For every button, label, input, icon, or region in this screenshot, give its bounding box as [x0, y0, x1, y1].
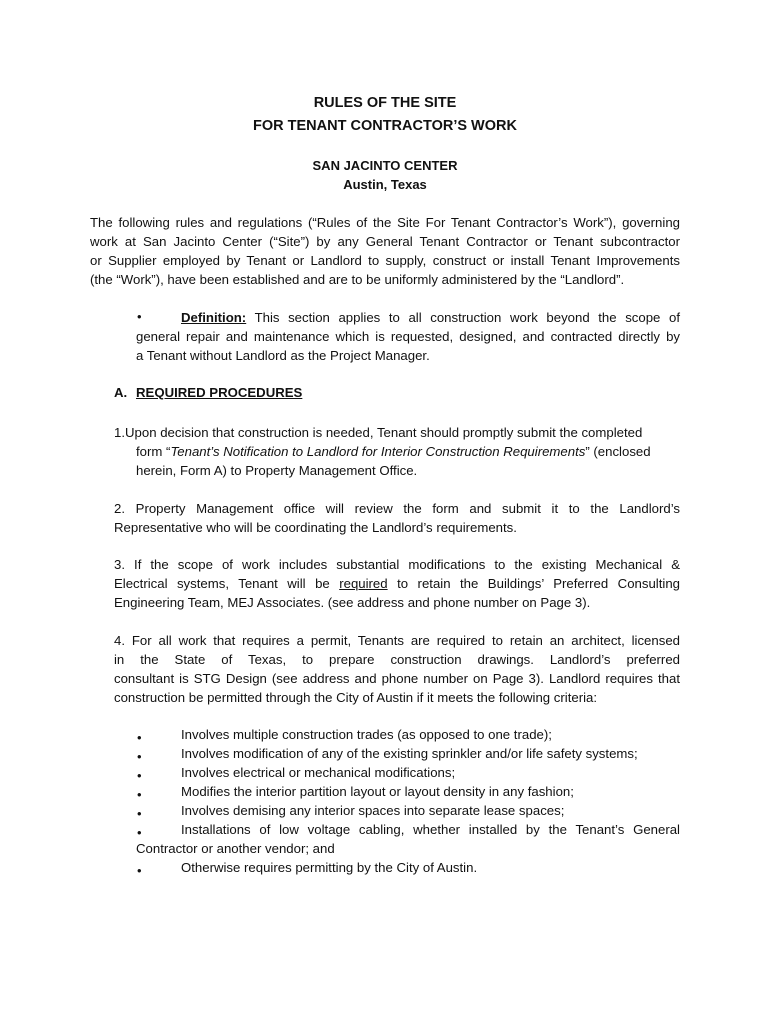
item-1-text: form “ [136, 444, 171, 459]
criteria-item: Installations of low voltage cabling, whether installed by the Tenant’s General [181, 822, 680, 837]
definition-bullet: • [137, 309, 142, 324]
item-2-line: 2. Property Management office will review the form and submit it to the Landlord’s [114, 501, 680, 516]
criteria-bullet: • [137, 768, 142, 783]
item-1-text: ” (enclosed [585, 444, 651, 459]
criteria-item: Involves demising any interior spaces into separate lease spaces; [181, 803, 565, 818]
criteria-bullet: • [137, 825, 142, 840]
item-3-text: Electrical systems, Tenant will be [114, 576, 340, 591]
item-3-line: Engineering Team, MEJ Associates. (see address and phone number on Page 3). [114, 595, 591, 610]
definition-line-1-text: This section applies to all construction work beyond the scope of [246, 310, 680, 325]
criteria-item: Involves modification of any of the existing sprinkler and/or life safety systems; [181, 746, 638, 761]
criteria-item: Involves multiple construction trades (as opposed to one trade); [181, 727, 552, 742]
criteria-bullet: • [137, 806, 142, 821]
definition-line-3: a Tenant without Landlord as the Project Manager. [136, 348, 430, 363]
item-3-text: to retain the Buildings’ Preferred Consulting [387, 576, 680, 591]
item-1-line: herein, Form A) to Property Management Office. [136, 463, 418, 478]
title-line-2: FOR TENANT CONTRACTOR’S WORK [253, 118, 517, 134]
intro-line: work at San Jacinto Center (“Site”) by any General Tenant Contractor or Tenant subcontractor [90, 234, 680, 249]
criteria-item: Otherwise requires permitting by the City of Austin. [181, 860, 478, 875]
criteria-continuation: Contractor or another vendor; and [136, 841, 335, 856]
item-1-line [114, 442, 680, 461]
definition-line-2: general repair and maintenance which is requested, designed, and contracted directly by [136, 329, 680, 344]
item-2-line: Representative who will be coordinating the Landlord’s requirements. [114, 520, 517, 535]
item-4-line: in the State of Texas, to prepare construction drawings. Landlord’s preferred [114, 652, 680, 667]
intro-paragraph [90, 213, 680, 289]
criteria-item: Involves electrical or mechanical modifications; [181, 765, 456, 780]
section-a-prefix: A. [114, 385, 128, 400]
criteria-item: Modifies the interior partition layout or layout density in any fashion; [181, 784, 574, 799]
form-a-title: Tenant’s Notification to Landlord for Interior Construction Requirements [170, 444, 586, 459]
section-a-heading: REQUIRED PROCEDURES [136, 385, 303, 400]
item-1 [114, 423, 680, 480]
center-name: SAN JACINTO CENTER [312, 158, 458, 173]
intro-line: The following rules and regulations (“Rules of the Site For Tenant Contractor’s Work”), governing [90, 215, 680, 230]
required-emphasis: required [339, 576, 388, 591]
item-3-line [114, 574, 680, 593]
item-2 [114, 499, 680, 537]
item-1-line: 1.Upon decision that construction is needed, Tenant should promptly submit the completed [114, 425, 643, 440]
item-4-line: construction be permitted through the City of Austin if it meets the following criteria: [114, 690, 598, 705]
criteria-bullet: • [137, 787, 142, 802]
item-4 [114, 631, 680, 707]
location: Austin, Texas [343, 177, 427, 192]
criteria-bullet: • [137, 863, 142, 878]
intro-line: or Supplier employed by Tenant or Landlord to supply, construct or install Tenant Improvements [90, 253, 680, 268]
definition-label: Definition: [181, 310, 247, 325]
item-4-line: consultant is STG Design (see address and phone number on Page 3). Landlord requires that [114, 671, 680, 686]
item-4-line: 4. For all work that requires a permit, Tenants are required to retain an architect, licensed [114, 633, 680, 648]
criteria-bullet: • [137, 749, 142, 764]
definition-paragraph [136, 308, 680, 365]
criteria-bullet: • [137, 730, 142, 745]
intro-line: (the “Work”), have been established and are to be uniformly administered by the “Landlord”. [90, 272, 625, 287]
definition-line-1 [136, 308, 680, 327]
item-3 [114, 555, 680, 612]
item-3-line: 3. If the scope of work includes substantial modifications to the existing Mechanical & [114, 557, 680, 572]
title-line-1: RULES OF THE SITE [313, 95, 457, 111]
